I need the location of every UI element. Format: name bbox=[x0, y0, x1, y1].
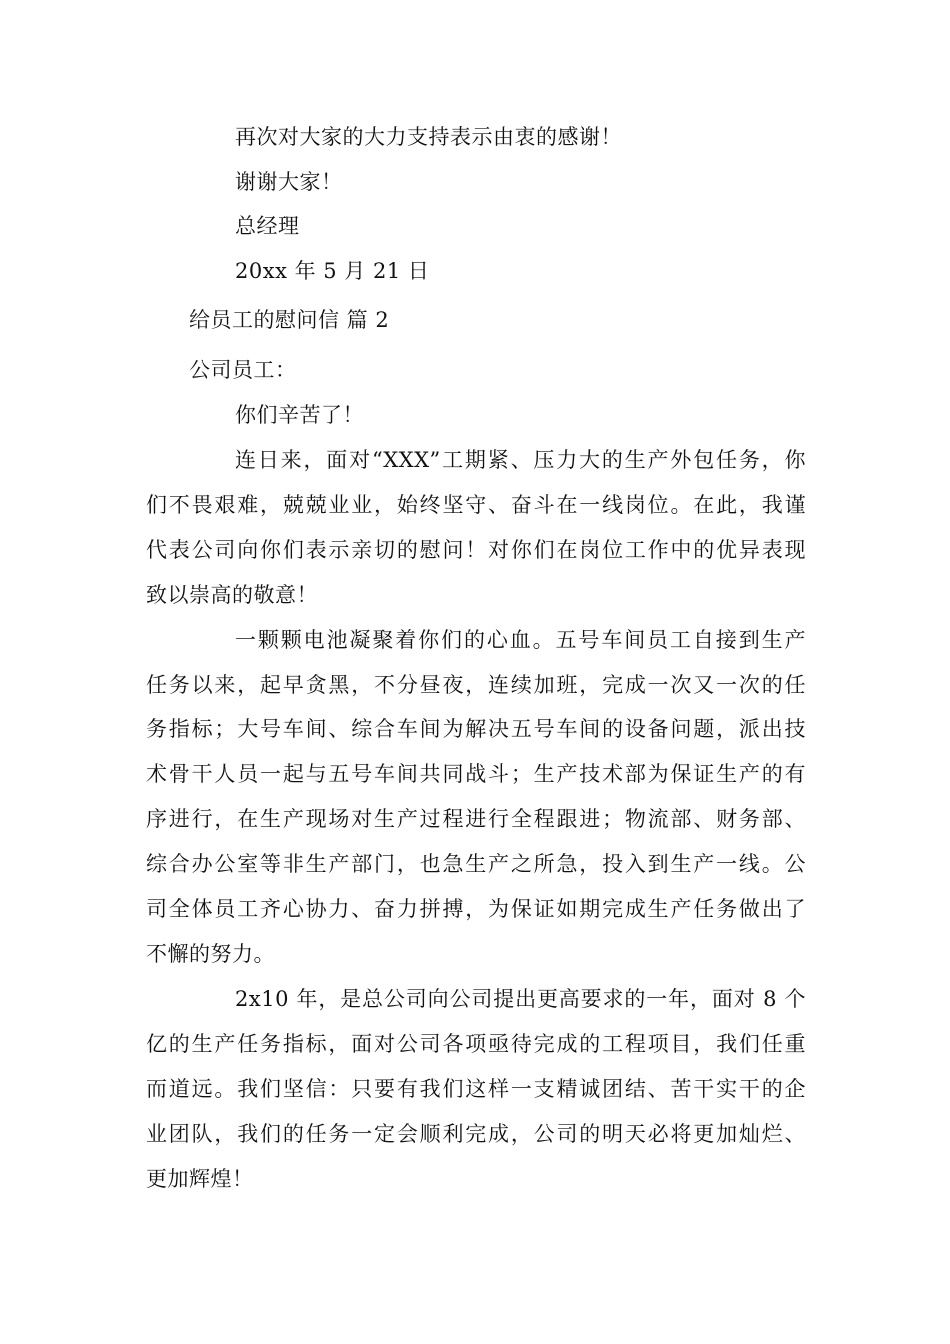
paragraph-3-line-4: 业团队，我们的任务一定会顺利完成，公司的明天必将更加灿烂、 bbox=[146, 1122, 806, 1146]
section-heading: 给员工的慰问信 篇 2 bbox=[189, 308, 390, 332]
paragraph-1-line-3: 代表公司向你们表示亲切的慰问！对你们在岗位工作中的优异表现 bbox=[146, 538, 806, 562]
paragraph-2-line-6: 综合办公室等非生产部门，也急生产之所急，投入到生产一线。公 bbox=[146, 852, 806, 876]
paragraph-2-line-7: 司全体员工齐心协力、奋力拼搏，为保证如期完成生产任务做出了 bbox=[146, 897, 806, 921]
closing-thanks-again: 再次对大家的大力支持表示由衷的感谢！ bbox=[235, 125, 622, 149]
paragraph-2-line-3: 务指标；大号车间、综合车间为解决五号车间的设备问题，派出技 bbox=[146, 717, 806, 741]
paragraph-1-line-4: 致以崇高的敬意！ bbox=[146, 583, 318, 607]
paragraph-2-line-5: 序进行，在生产现场对生产过程进行全程跟进；物流部、财务部、 bbox=[146, 807, 806, 831]
paragraph-3-line-3: 而道远。我们坚信：只要有我们这样一支精诚团结、苦干实干的企 bbox=[146, 1077, 806, 1101]
salutation: 公司员工： bbox=[189, 358, 297, 382]
greeting: 你们辛苦了！ bbox=[235, 403, 364, 427]
paragraph-2-line-1: 一颗颗电池凝聚着你们的心血。五号车间员工自接到生产 bbox=[235, 628, 806, 652]
paragraph-2-line-2: 任务以来，起早贪黑，不分昼夜，连续加班，完成一次又一次的任 bbox=[146, 673, 806, 697]
paragraph-3-line-2: 亿的生产任务指标，面对公司各项亟待完成的工程项目，我们任重 bbox=[146, 1032, 806, 1056]
paragraph-2-line-4: 术骨干人员一起与五号车间共同战斗；生产技术部为保证生产的有 bbox=[146, 762, 806, 786]
paragraph-3-line-1: 2x10 年，是总公司向公司提出更高要求的一年，面对 8 个 bbox=[235, 987, 806, 1011]
paragraph-1-line-2: 们不畏艰难，兢兢业业，始终坚守、奋斗在一线岗位。在此，我谨 bbox=[146, 493, 806, 517]
paragraph-3-line-5: 更加辉煌！ bbox=[146, 1167, 254, 1191]
closing-thank-you: 谢谢大家！ bbox=[235, 170, 343, 194]
letter-date: 20xx 年 5 月 21 日 bbox=[235, 259, 430, 283]
paragraph-2-line-8: 不懈的努力。 bbox=[146, 942, 275, 966]
signature-title: 总经理 bbox=[235, 214, 300, 238]
paragraph-1-line-1: 连日来，面对“XXX”工期紧、压力大的生产外包任务，你 bbox=[235, 448, 806, 472]
